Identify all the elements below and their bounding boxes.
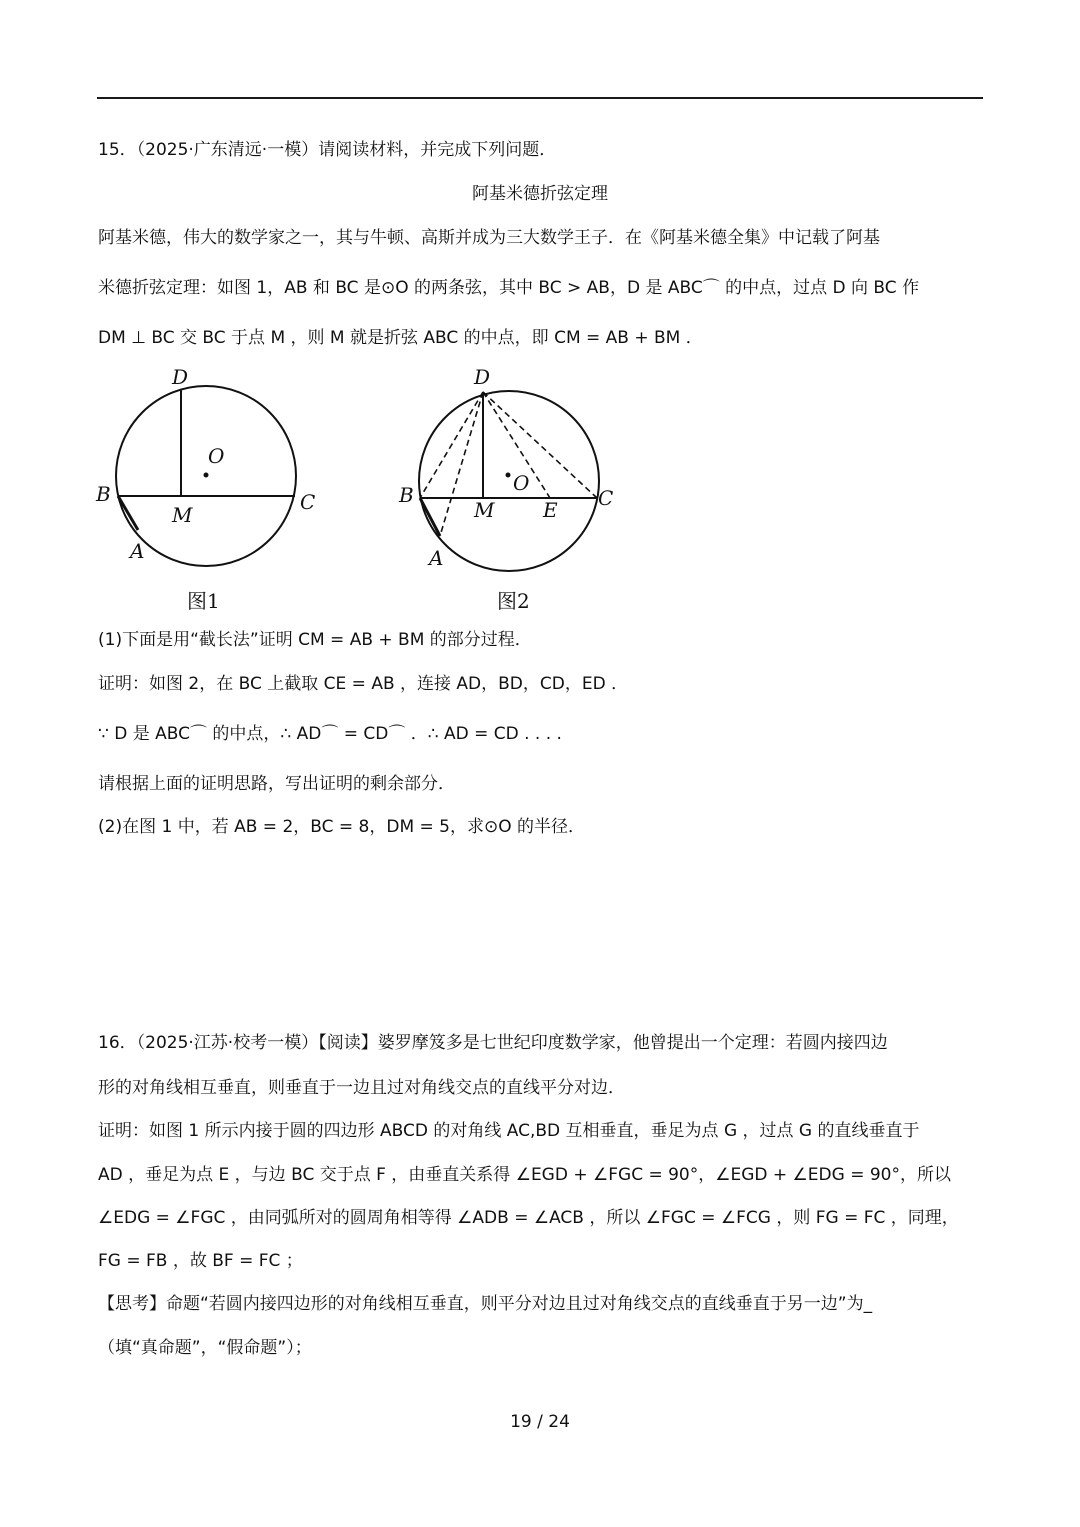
- fig2-circle: [419, 391, 599, 571]
- q16-line-6: FG = FB ，故 BF = FC ；: [98, 1251, 303, 1271]
- figure-1-diagram: [90, 360, 330, 575]
- q16-line-5: ∠EDG = ∠FGC ，由同弧所对的圆周角相等得 ∠ADB = ∠ACB ，所以 ∠FGC = ∠FCG ，则 FG = FC ，同理，: [98, 1208, 959, 1228]
- fig1-chord-ab: [118, 496, 138, 530]
- fig1-label-c: C: [300, 490, 316, 514]
- fig2-label-a: A: [429, 546, 444, 570]
- fig2-label-c: C: [598, 486, 614, 510]
- page-number: 19 / 24: [510, 1412, 570, 1432]
- fig2-chord-ab: [420, 498, 440, 536]
- q16-line-1: 16．（2025·江苏·校考一模）【阅读】婆罗摩笈多是七世纪印度数学家，他曾提出一个定理：若圆内接四边: [98, 1033, 888, 1053]
- q15-title: 阿基米德折弦定理: [472, 184, 608, 204]
- figure-2-diagram: [392, 360, 632, 575]
- q16-line-4: AD ，垂足为点 E ，与边 BC 交于点 F ，由垂直关系得 ∠EGD + ∠FGC = 90°，∠EGD + ∠EDG = 90°，所以: [98, 1165, 951, 1185]
- figure-1-caption: 图1: [187, 589, 220, 613]
- q16-line-3: 证明：如图 1 所示内接于圆的四边形 ABCD 的对角线 AC,BD 互相垂直，垂足为点 G ，过点 G 的直线垂直于: [98, 1121, 920, 1141]
- q15-header: 15．（2025·广东清远·一模）请阅读材料，并完成下列问题．: [98, 140, 557, 160]
- fig2-label-m: M: [474, 498, 495, 522]
- fig2-label-o: O: [513, 471, 530, 495]
- fig2-dashed-dc: [483, 392, 597, 498]
- fig1-label-d: D: [172, 365, 189, 389]
- fig1-label-b: B: [96, 482, 111, 506]
- fig1-center-dot: [204, 473, 209, 478]
- q15-line-1: 阿基米德，伟大的数学家之一，其与牛顿、高斯并成为三大数学王子．在《阿基米德全集》中记载了阿基: [98, 228, 880, 248]
- q15-part-2: (2)在图 1 中，若 AB = 2，BC = 8，DM = 5，求⊙O 的半径．: [98, 817, 586, 837]
- q15-proof-line-2: ∵ D 是 ABC⌒ 的中点，∴ AD⌒ = CD⌒ ．∴ AD = CD . . . .: [98, 724, 562, 744]
- q15-part-1: (1)下面是用“截长法”证明 CM = AB + BM 的部分过程．: [98, 630, 532, 650]
- header-rule: [97, 97, 983, 99]
- q16-line-7: 【思考】命题“若圆内接四边形的对角线相互垂直，则平分对边且过对角线交点的直线垂直于另一边”为_: [98, 1294, 873, 1314]
- q15-proof-line-3: 请根据上面的证明思路，写出证明的剩余部分．: [98, 774, 455, 794]
- q15-line-2: 米德折弦定理：如图 1，AB 和 BC 是⊙O 的两条弦，其中 BC > AB，D 是 ABC⌒ 的中点，过点 D 向 BC 作: [98, 278, 920, 298]
- fig1-label-m: M: [172, 503, 193, 527]
- fig2-dashed-db: [420, 392, 483, 498]
- q16-line-8: （填“真命题”，“假命题”）；: [98, 1338, 312, 1358]
- fig2-center-dot: [506, 473, 511, 478]
- fig2-label-d: D: [474, 365, 491, 389]
- fig2-label-b: B: [399, 483, 414, 507]
- fig1-label-a: A: [130, 539, 145, 563]
- fig2-label-e: E: [543, 498, 558, 522]
- q16-line-2: 形的对角线相互垂直，则垂直于一边且过对角线交点的直线平分对边．: [98, 1078, 625, 1098]
- q15-line-3: DM ⊥ BC 交 BC 于点 M ，则 M 就是折弦 ABC 的中点，即 CM = AB + BM ．: [98, 328, 703, 348]
- figure-2-caption: 图2: [497, 589, 530, 613]
- fig1-label-o: O: [208, 444, 225, 468]
- q15-proof-line-1: 证明：如图 2，在 BC 上截取 CE = AB ，连接 AD，BD，CD，ED ．: [98, 674, 629, 694]
